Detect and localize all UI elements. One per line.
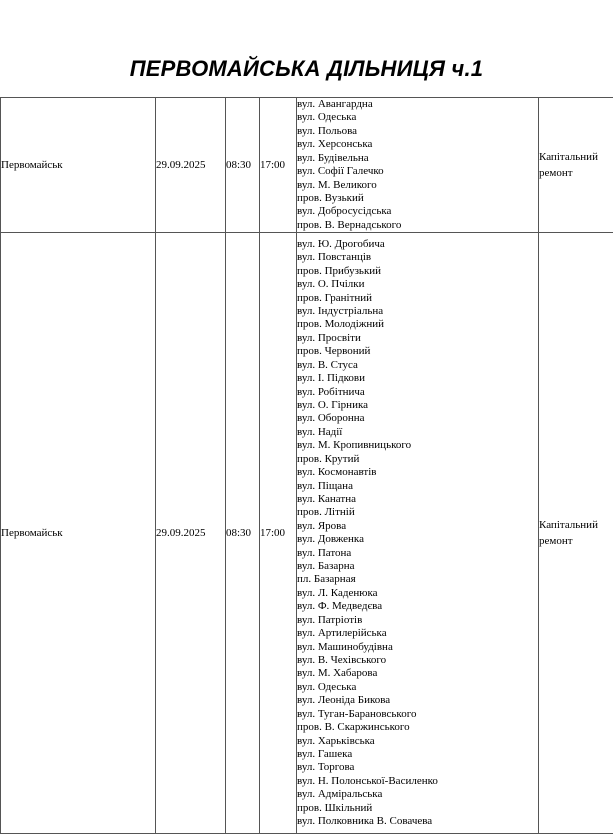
end-time-cell: 17:00: [260, 233, 297, 834]
street-item: пров. В. Вернадського: [297, 218, 402, 231]
street-item: пров. Крутий: [297, 452, 360, 465]
street-item: вул. Будівельна: [297, 151, 369, 164]
street-item: пров. Червоний: [297, 345, 371, 358]
street-item: вул. Канатна: [297, 492, 356, 505]
street-item: вул. Херсонська: [297, 138, 373, 151]
street-item: вул. Софії Галечко: [297, 165, 384, 178]
street-item: вул. В. Чехівського: [297, 654, 387, 667]
street-item: пров. Шкільний: [297, 801, 373, 814]
end-time-cell: 17:00: [260, 98, 297, 233]
street-item: пров. Прибузький: [297, 264, 382, 277]
street-item: вул. Польова: [297, 124, 358, 137]
page-title: ПЕРВОМАЙСЬКА ДІЛЬНИЦЯ ч.1: [129, 56, 484, 81]
street-item: вул. Оборонна: [297, 412, 365, 425]
street-item: вул. Торгова: [297, 761, 355, 774]
city-cell: Первомайськ: [1, 233, 156, 834]
street-item: вул. І. Підкови: [297, 372, 365, 385]
street-item: вул. О. Гірника: [297, 399, 369, 411]
street-item: вул. Адміральська: [297, 788, 383, 801]
street-item: пров. Вузький: [297, 191, 364, 204]
street-item: вул. Машинобудівна: [297, 640, 393, 653]
work-type-cell: Капітальний ремонт: [539, 98, 613, 233]
street-item: пров. Гранітний: [297, 291, 373, 304]
date-cell: 29.09.2025: [156, 233, 226, 834]
street-item: вул. Робітнича: [297, 385, 365, 398]
street-item: вул. М. Кропивницького: [297, 439, 412, 452]
street-item: вул. Н. Полонської-Василенко: [297, 774, 438, 787]
street-item: вул. О. Пчілки: [297, 278, 365, 291]
streets-cell: [297, 233, 539, 834]
street-item: вул. Ю. Дрогобича: [297, 237, 385, 250]
table-row: [1, 98, 613, 233]
street-item: вул. Гашека: [297, 747, 353, 760]
table-row: [1, 233, 613, 834]
street-item: вул. Патона: [297, 546, 352, 559]
street-item: пров. В. Скаржинського: [297, 721, 410, 734]
start-time-cell: 08:30: [226, 233, 260, 834]
street-item: вул. М. Великого: [297, 178, 377, 191]
street-item: вул. Авангардна: [297, 98, 373, 110]
street-item: вул. Харьківська: [297, 734, 375, 747]
streets-cell: [297, 98, 539, 233]
street-item: вул. Просвіти: [297, 331, 361, 344]
street-item: вул. Індустріальна: [297, 305, 384, 318]
street-item: вул. Космонавтів: [297, 466, 377, 479]
street-item: вул. Надії: [297, 425, 343, 438]
street-item: вул. Добросусідська: [297, 205, 392, 218]
street-item: вул. Довженка: [297, 533, 364, 546]
street-item: пл. Базарная: [297, 573, 356, 586]
street-item: вул. В. Стуса: [297, 358, 358, 371]
date-cell: 29.09.2025: [156, 98, 226, 233]
street-item: вул. Піщана: [297, 479, 353, 492]
street-item: вул. Базарна: [297, 560, 355, 573]
start-time-cell: 08:30: [226, 98, 260, 233]
outage-schedule-table: [0, 97, 613, 834]
street-item: вул. Туган-Барановського: [297, 707, 417, 720]
street-item: вул. Полковника В. Совачева: [297, 815, 433, 828]
street-item: вул. Одеська: [297, 680, 357, 693]
street-item: вул. Патріотів: [297, 613, 363, 626]
street-item: вул. Ярова: [297, 519, 347, 532]
street-item: вул. Леоніда Бикова: [297, 694, 391, 707]
street-item: вул. Ф. Медведєва: [297, 600, 383, 613]
city-cell: Первомайськ: [1, 98, 156, 233]
street-item: вул. Одеська: [297, 111, 357, 124]
work-type-cell: Капітальний ремонт: [539, 233, 613, 834]
street-item: вул. Л. Каденюка: [297, 586, 378, 599]
street-item: пров. Літній: [297, 506, 355, 519]
street-item: вул. Артилерійська: [297, 627, 387, 640]
street-item: пров. Молодіжний: [297, 318, 385, 331]
street-item: вул. Повстанців: [297, 251, 372, 264]
street-item: вул. М. Хабарова: [297, 667, 378, 680]
